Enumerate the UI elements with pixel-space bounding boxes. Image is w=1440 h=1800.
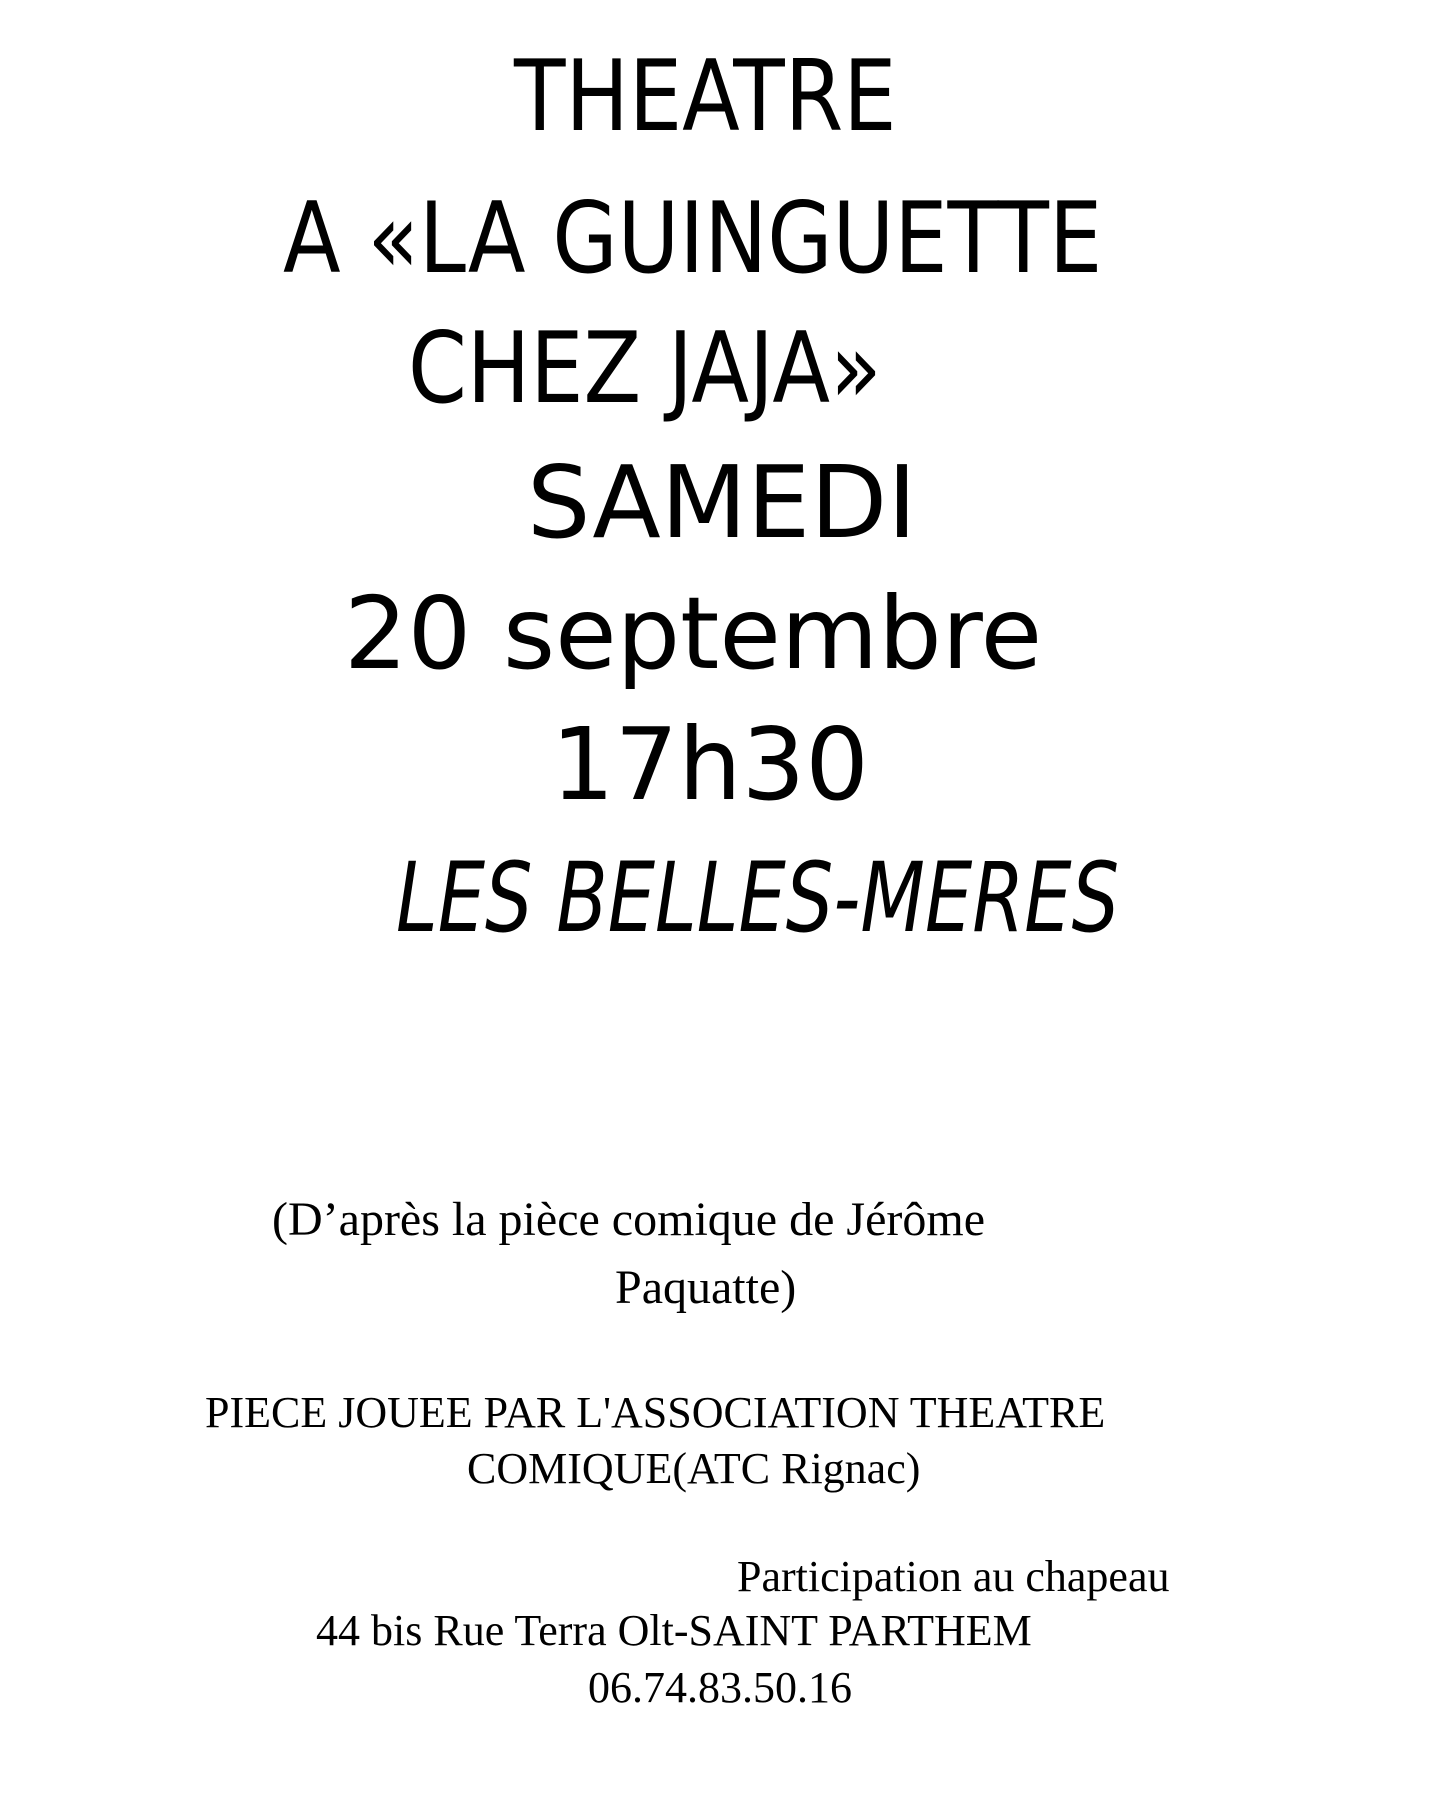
poster-heading-theatre: THEATRE [514, 40, 897, 154]
event-time: 17h30 [551, 706, 869, 823]
adaptation-credit-line-2: Paquatte) [615, 1261, 797, 1314]
event-day: SAMEDI [527, 444, 917, 561]
event-date: 20 septembre [344, 575, 1043, 692]
contact-phone: 06.74.83.50.16 [588, 1663, 852, 1712]
troupe-credit-line-1: PIECE JOUEE PAR L'ASSOCIATION THEATRE [205, 1388, 1106, 1437]
troupe-credit-line-2: COMIQUE(ATC Rignac) [467, 1444, 921, 1493]
participation-note: Participation au chapeau [737, 1552, 1170, 1601]
poster-heading-venue-name: CHEZ JAJA» [408, 312, 882, 426]
adaptation-credit-line-1: (D’après la pièce comique de Jérôme [272, 1193, 985, 1246]
venue-address: 44 bis Rue Terra Olt-SAINT PARTHEM [316, 1606, 1032, 1655]
poster-heading-venue: A «LA GUINGUETTE [283, 182, 1103, 296]
play-title: LES BELLES-MERES [396, 842, 1120, 954]
